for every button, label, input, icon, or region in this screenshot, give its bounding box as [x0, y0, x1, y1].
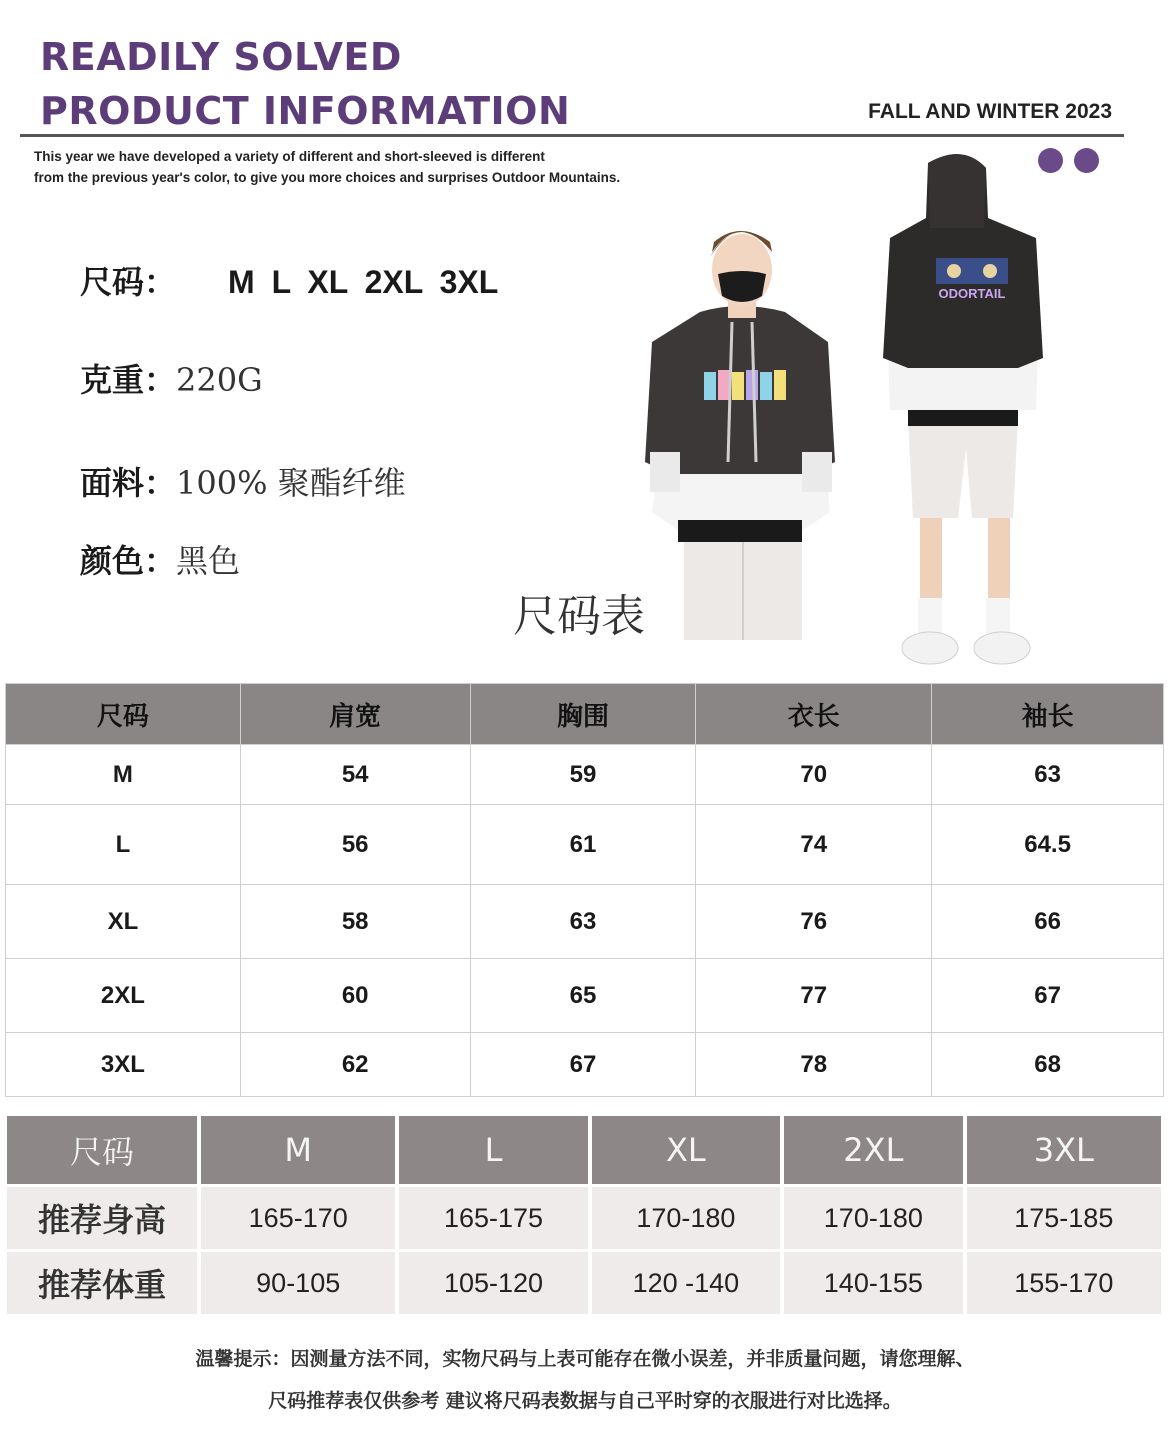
header-shoulder: 肩宽 — [240, 684, 470, 745]
cell-shoulder: 60 — [240, 959, 470, 1033]
cell-sleeve: 64.5 — [932, 805, 1164, 885]
size-chart-title: 尺码表 — [513, 591, 645, 642]
cell-length: 78 — [696, 1033, 932, 1097]
intro-line-2: from the previous year's color, to give you more choices and surprises Outdoor Mountains. — [34, 170, 621, 185]
spec-size-value: M L XL 2XL 3XL — [228, 264, 499, 300]
cell-size: XL — [6, 885, 241, 959]
cell-shoulder: 62 — [240, 1033, 470, 1097]
header-size: 尺码 — [6, 684, 241, 745]
cell-height-3xl: 175-185 — [967, 1187, 1161, 1249]
headline — [40, 30, 570, 138]
cell-chest: 63 — [470, 885, 696, 959]
header-size: 尺码 — [7, 1116, 197, 1184]
spec-fabric-label: 面料： — [80, 464, 177, 502]
cell-weight-l: 105-120 — [399, 1252, 587, 1314]
table-row — [6, 885, 1164, 959]
header-l: L — [399, 1116, 587, 1184]
decor-dot-right — [1074, 148, 1099, 173]
spec-color-value: 黑色 — [176, 542, 241, 580]
header-3xl: 3XL — [967, 1116, 1161, 1184]
measurement-header-row — [6, 684, 1164, 745]
table-row — [6, 1033, 1164, 1097]
header-divider — [20, 134, 1124, 137]
cell-length: 77 — [696, 959, 932, 1033]
header-2xl: 2XL — [784, 1116, 963, 1184]
spec-weight — [80, 355, 263, 401]
cell-shoulder: 58 — [240, 885, 470, 959]
spec-fabric-value: 100% 聚酯纤维 — [176, 464, 406, 502]
cell-size: 2XL — [6, 959, 241, 1033]
spec-size-label: 尺码： — [80, 263, 177, 301]
measurement-table — [5, 683, 1164, 1097]
cell-chest: 61 — [470, 805, 696, 885]
intro-line-1: This year we have developed a variety of different and short-sleeved is different — [34, 149, 545, 164]
spec-fabric — [80, 458, 406, 504]
season-label: FALL AND WINTER 2023 — [868, 100, 1112, 123]
header-length: 衣长 — [696, 684, 932, 745]
cell-sleeve: 66 — [932, 885, 1164, 959]
row-label-weight: 推荐体重 — [7, 1252, 197, 1314]
cell-weight-2xl: 140-155 — [784, 1252, 963, 1314]
cell-length: 76 — [696, 885, 932, 959]
spec-color-label: 颜色： — [80, 542, 177, 580]
cell-height-l: 165-175 — [399, 1187, 587, 1249]
note-line-1: 温馨提示：因测量方法不同，实物尺码与上表可能存在微小误差，并非质量问题，请您理解、 — [195, 1348, 975, 1370]
cell-sleeve: 63 — [932, 745, 1164, 805]
cell-size: 3XL — [6, 1033, 241, 1097]
cell-length: 74 — [696, 805, 932, 885]
intro-text — [34, 146, 620, 188]
cell-height-m: 165-170 — [201, 1187, 395, 1249]
header-xl: XL — [592, 1116, 780, 1184]
cell-sleeve: 68 — [932, 1033, 1164, 1097]
table-row — [7, 1187, 1161, 1249]
cell-shoulder: 54 — [240, 745, 470, 805]
model-back-photo — [878, 148, 1048, 673]
table-row — [7, 1252, 1161, 1314]
cell-chest: 65 — [470, 959, 696, 1033]
headline-line-2: PRODUCT INFORMATION — [40, 89, 571, 133]
cell-size: L — [6, 805, 241, 885]
header-sleeve: 袖长 — [932, 684, 1164, 745]
recommend-table — [3, 1113, 1165, 1317]
cell-shoulder: 56 — [240, 805, 470, 885]
note-line-2: 尺码推荐表仅供参考 建议将尺码表数据与自己平时穿的衣服进行对比选择。 — [268, 1390, 902, 1412]
cell-height-xl: 170-180 — [592, 1187, 780, 1249]
cell-height-2xl: 170-180 — [784, 1187, 963, 1249]
cell-weight-m: 90-105 — [201, 1252, 395, 1314]
recommend-header-row — [7, 1116, 1161, 1184]
header-chest: 胸围 — [470, 684, 696, 745]
cell-chest: 67 — [470, 1033, 696, 1097]
model-front-photo — [640, 212, 840, 640]
back-print-text: ODORTAIL — [938, 286, 1006, 301]
spec-color — [80, 536, 240, 582]
cell-length: 70 — [696, 745, 932, 805]
header-m: M — [201, 1116, 395, 1184]
cell-weight-3xl: 155-170 — [967, 1252, 1161, 1314]
cell-weight-xl: 120 -140 — [592, 1252, 780, 1314]
row-label-height: 推荐身高 — [7, 1187, 197, 1249]
cell-chest: 59 — [470, 745, 696, 805]
spec-size — [80, 257, 498, 303]
table-row — [6, 959, 1164, 1033]
spec-weight-label: 克重： — [80, 361, 177, 399]
spec-weight-value: 220G — [176, 361, 263, 399]
table-row — [6, 805, 1164, 885]
table-row — [6, 745, 1164, 805]
headline-line-1: READILY SOLVED — [40, 35, 402, 79]
cell-sleeve: 67 — [932, 959, 1164, 1033]
cell-size: M — [6, 745, 241, 805]
